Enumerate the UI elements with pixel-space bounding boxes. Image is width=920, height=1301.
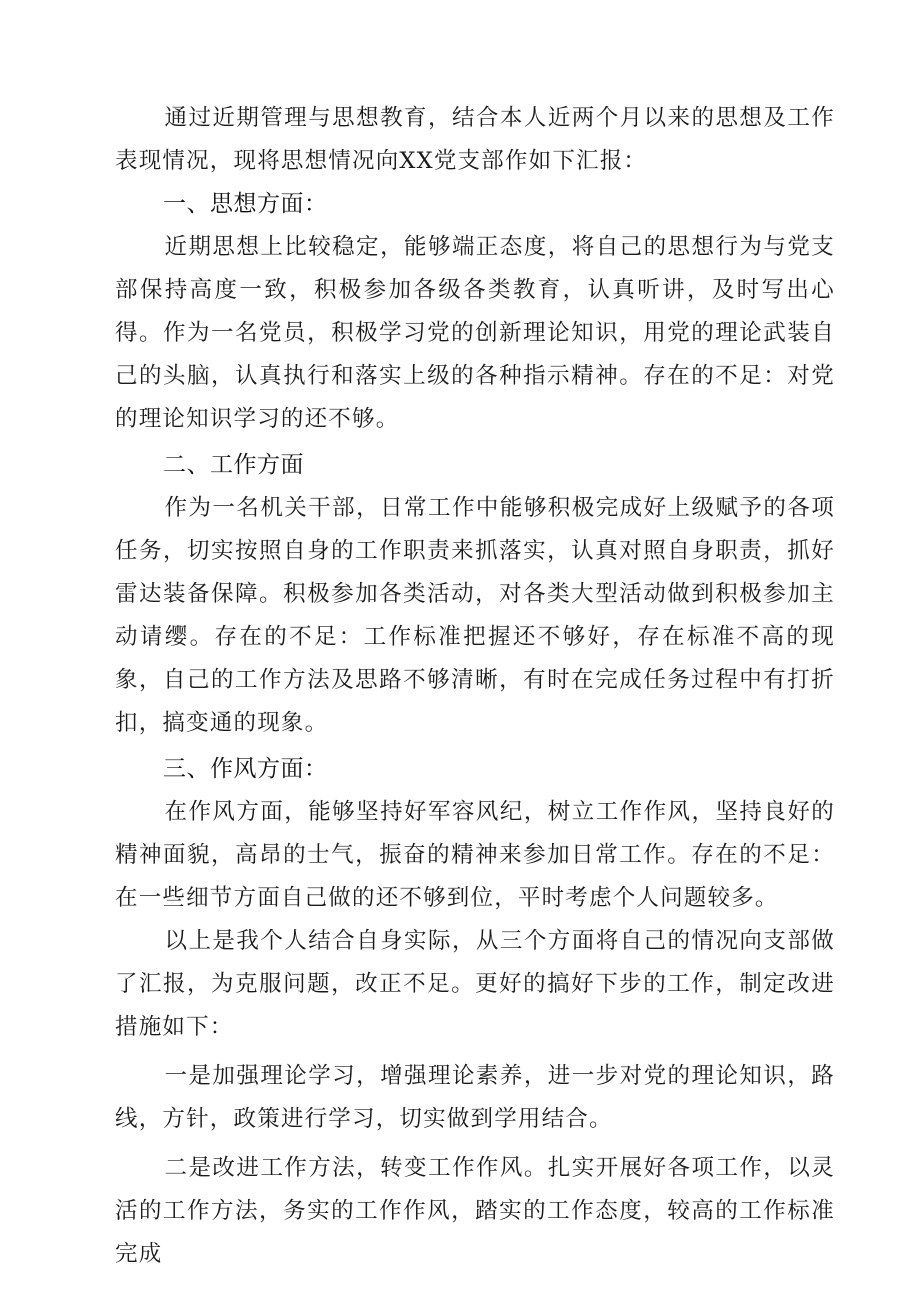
measure-item-2: 二是改进工作方法，转变工作作风。扎实开展好各项工作，以灵活的工作方法，务实的工作作风，踏实的工作态度，较高的工作标准完成 xyxy=(115,1155,835,1267)
section-heading-thought: 一、思想方面： xyxy=(163,191,328,217)
summary-paragraph: 以上是我个人结合自身实际，从三个方面将自己的情况向支部做了汇报，为克服问题，改正不足。更好的搞好下步的工作，制定改进措施如下： xyxy=(115,928,835,1040)
section-body-work: 作为一名机关干部，日常工作中能够积极完成好上级赋予的各项任务，切实按照自身的工作职责来抓落实，认真对照自身职责，抓好雷达装备保障。积极参加各类活动，对各类大型活动做到积极参加主动请缨。存在的不足：工作标准把握还不够好，存在标准不高的现象，自己的工作方法及思路不够清晰，有时在完成任务过程中有打折扣，搞变通的现象。 xyxy=(115,495,835,736)
section-heading-work: 二、工作方面 xyxy=(163,452,304,478)
document-body xyxy=(115,97,835,1276)
section-body-thought: 近期思想上比较稳定，能够端正态度，将自己的思想行为与党支部保持高度一致，积极参加各级各类教育，认真听讲，及时写出心得。作为一名党员，积极学习党的创新理论知识，用党的理论武装自己的头脑，认真执行和落实上级的各种指示精神。存在的不足：对党的理论知识学习的还不够。 xyxy=(115,234,835,432)
intro-paragraph: 通过近期管理与思想教育，结合本人近两个月以来的思想及工作表现情况，现将思想情况向XX党支部作如下汇报： xyxy=(115,105,835,174)
section-body-style: 在作风方面，能够坚持好军容风纪，树立工作作风，坚持良好的精神面貌，高昂的士气，振奋的精神来参加日常工作。存在的不足：在一些细节方面自己做的还不够到位，平时考虑个人问题较多。 xyxy=(115,799,835,911)
measure-item-1: 一是加强理论学习，增强理论素养，进一步对党的理论知识，路线，方针，政策进行学习，切实做到学用结合。 xyxy=(115,1063,835,1132)
section-heading-style: 三、作风方面： xyxy=(163,756,328,782)
